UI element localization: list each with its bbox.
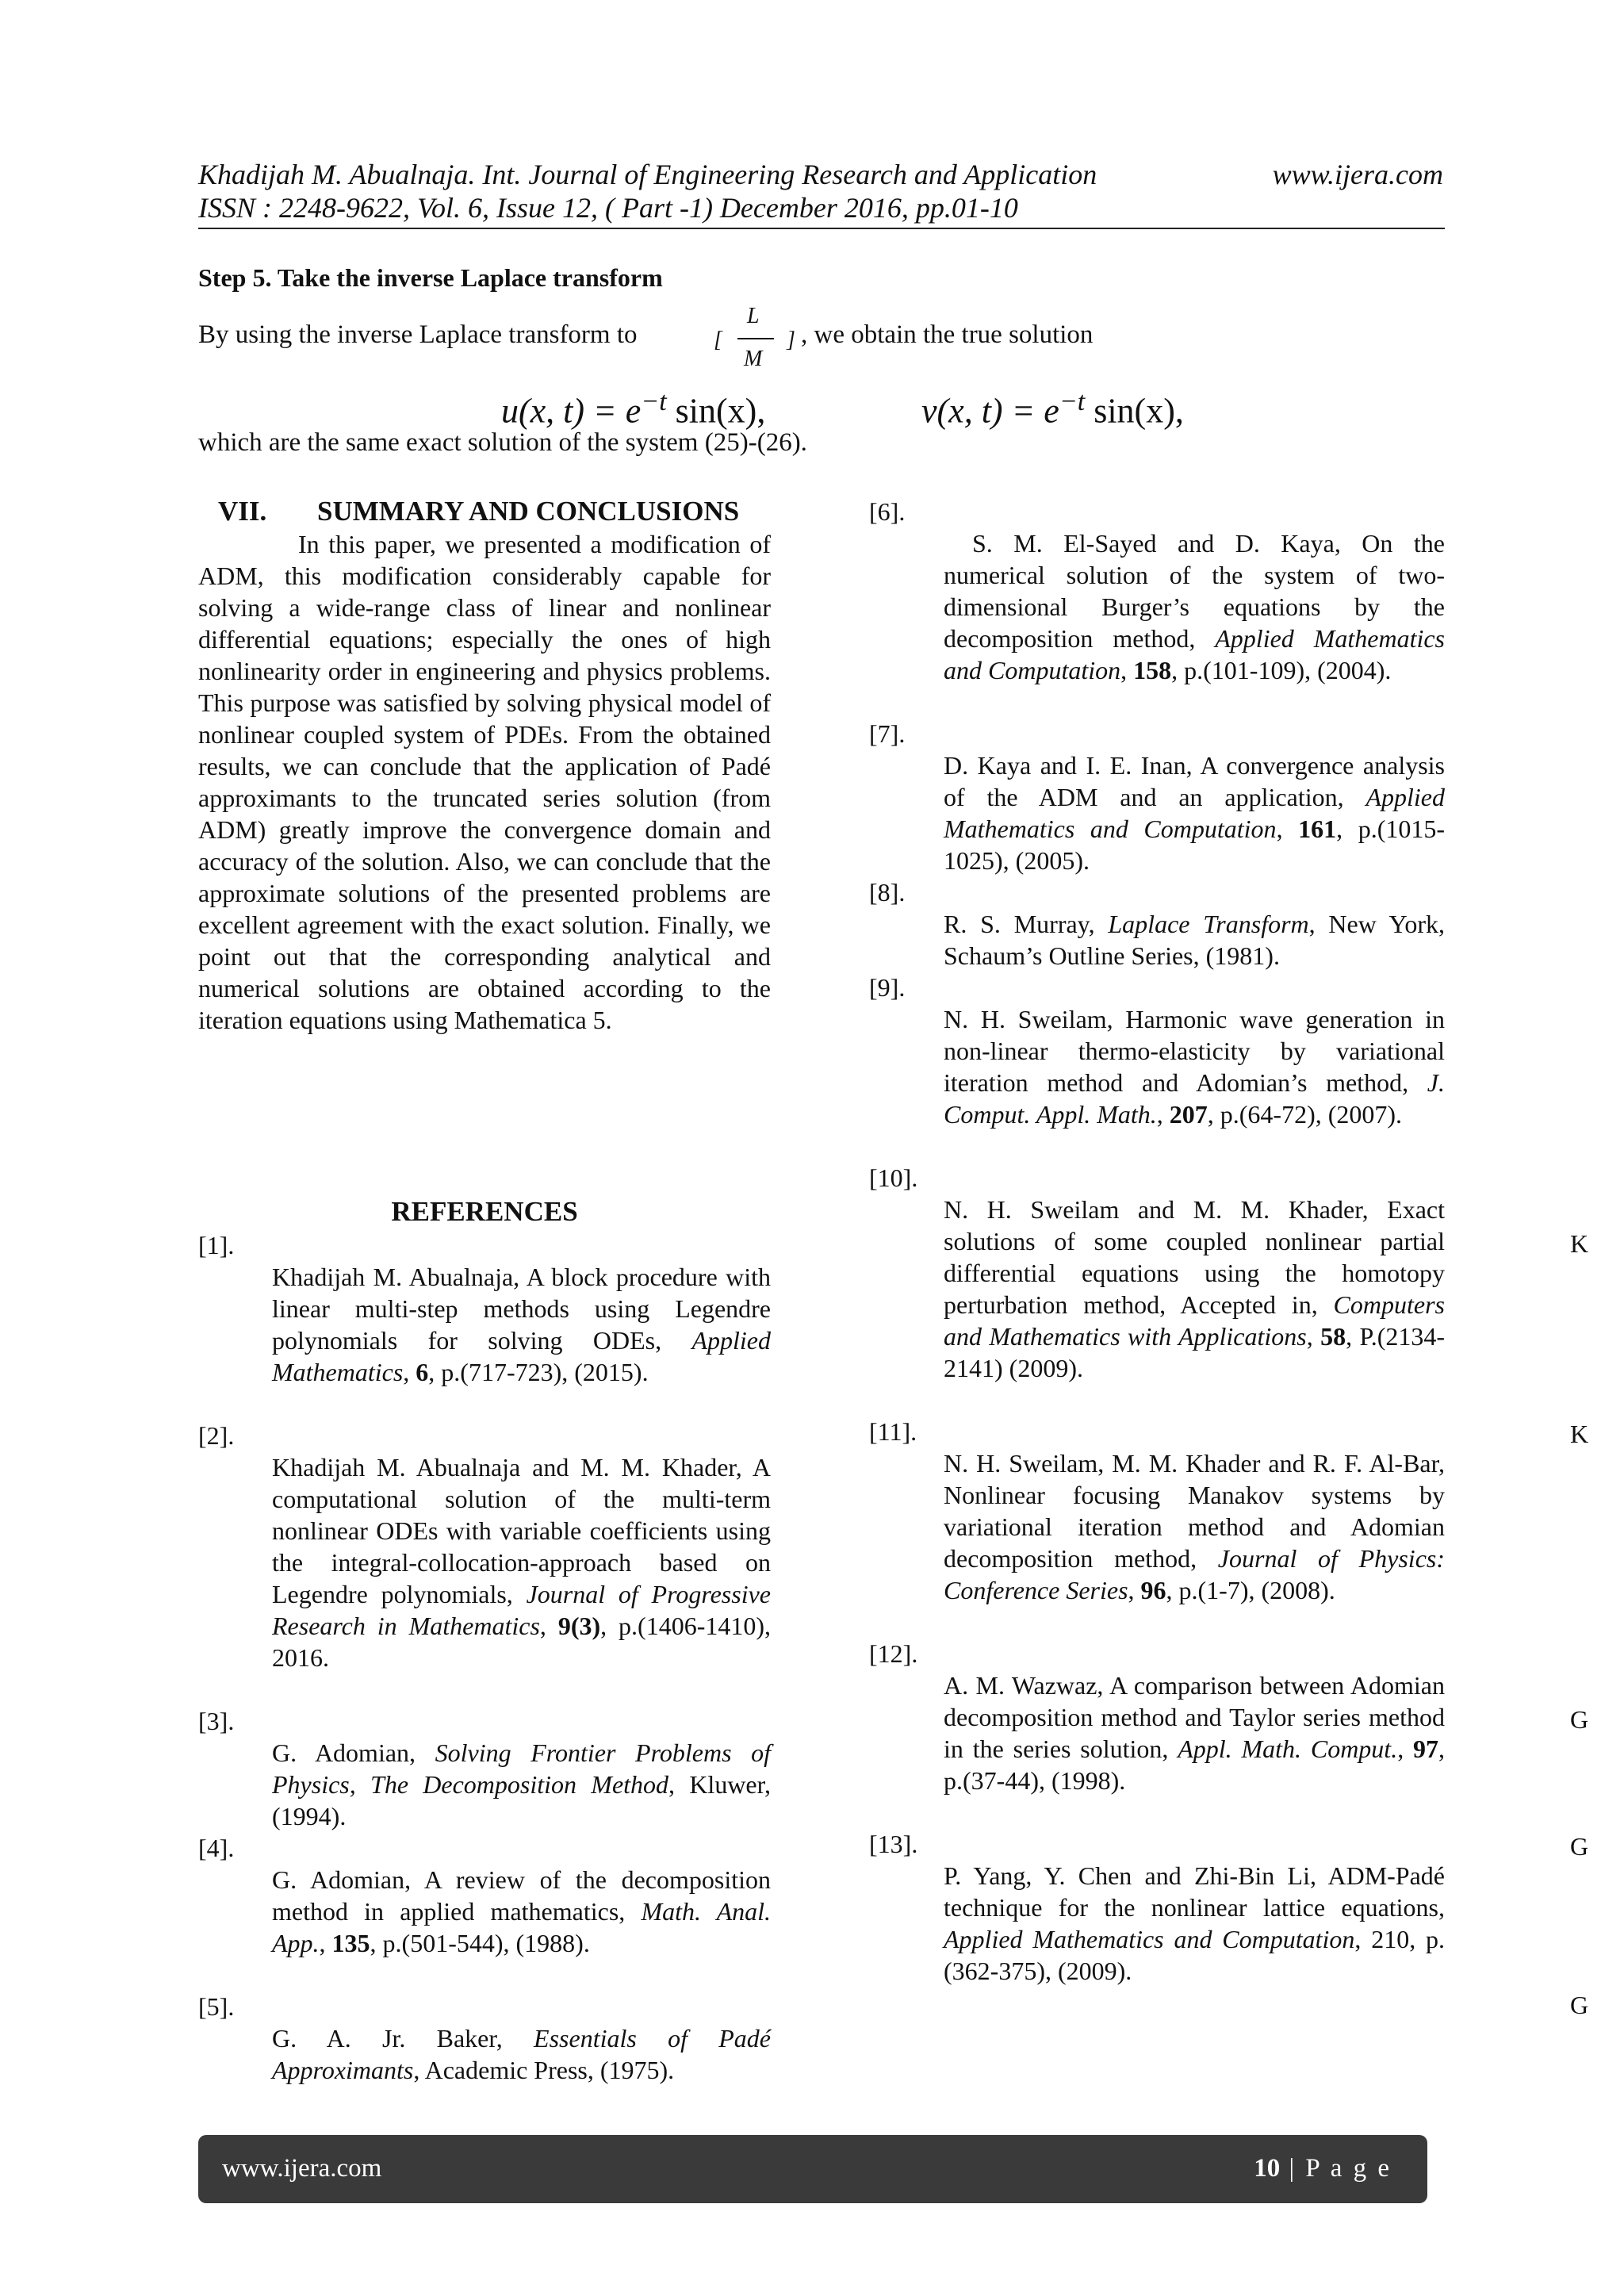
reference-entry: G. Adomian, Solving Frontier Problems of Physics, The Decomposition Method, Kluwer, (1994). — [272, 1738, 771, 1830]
step-title: Step 5. Take the inverse Laplace transform — [198, 263, 663, 292]
page-number — [1254, 2154, 1392, 2183]
reference-entry: N. H. Sweilam, M. M. Khader and R. F. Al-Bar, Nonlinear focusing Manakov systems by variational iteration method and Adomian decomposition method, Journal of Physics: Conference Series, 96, p.(1-7), (2008). — [944, 1449, 1445, 1604]
margin-mark: G — [1570, 1832, 1589, 1861]
reference-number: [12]. — [869, 1639, 918, 1668]
reference-number: [3]. — [198, 1707, 235, 1735]
reference-number: [13]. — [869, 1830, 918, 1858]
header-issn: ISSN : 2248-9622, Vol. 6, Issue 12, ( Part -1) December 2016, pp.01-10 — [198, 192, 1018, 224]
reference-number: [4]. — [198, 1834, 235, 1862]
section-title: SUMMARY AND CONCLUSIONS — [317, 496, 740, 527]
header-citation: Khadijah M. Abualnaja. Int. Journal of Engineering Research and Application — [198, 159, 1097, 190]
reference-number: [5]. — [198, 1992, 235, 2021]
equation-v-exponent: −t — [1059, 387, 1086, 416]
reference-number: [8]. — [869, 878, 906, 907]
reference-entry: N. H. Sweilam, Harmonic wave generation in non-linear thermo-elasticity by variational iteration method and Adomian’s method, J. Comput. Appl. Math., 207, p.(64-72), (2007). — [944, 1005, 1445, 1129]
reference-number: [7]. — [869, 719, 906, 748]
step-intro-before: By using the inverse Laplace transform to — [198, 320, 638, 349]
equation-u-exponent: −t — [641, 387, 667, 416]
fraction-bar — [737, 338, 774, 339]
equation-v-lhs: v(x, t) = e — [921, 391, 1059, 431]
reference-entry: G. A. Jr. Baker, Essentials of Padé Approximants, Academic Press, (1975). — [272, 2024, 772, 2084]
header-rule — [198, 228, 1445, 229]
fraction-close: ] — [787, 328, 795, 352]
reference-number: [10]. — [869, 1163, 918, 1192]
equation-u — [501, 387, 765, 431]
reference-entry: A. M. Wazwaz, A comparison between Adomian decomposition method and Taylor series method in the series solution, Appl. Math. Comput., 97, p.(37-44), (1998). — [944, 1671, 1446, 1795]
equation-u-lhs: u(x, t) = e — [501, 391, 642, 431]
references-title: REFERENCES — [391, 1196, 578, 1227]
fraction-numerator: L — [747, 304, 760, 328]
reference-number: [11]. — [869, 1417, 917, 1446]
step-closing: which are the same exact solution of the system (25)-(26). — [198, 428, 807, 457]
margin-mark: K — [1570, 1420, 1589, 1448]
reference-entry: N. H. Sweilam and M. M. Khader, Exact solutions of some coupled nonlinear partial differential equations using the homotopy perturbation method, Accepted in, Computers and Mathematics with Applications, 58, P.(2134-2141) (2009). — [944, 1195, 1446, 1382]
reference-entry: D. Kaya and I. E. Inan, A convergence analysis of the ADM and an application, Applied Mathematics and Computation, 161, p.(1015-1025), (2005). — [944, 751, 1446, 875]
margin-mark: K — [1570, 1229, 1589, 1258]
reference-entry: S. M. El-Sayed and D. Kaya, On the numerical solution of the system of two-dimensional Burger’s equations by the decomposition method, Applied Mathematics and Computation, 158, p.(101-109), (2004). — [944, 529, 1445, 684]
reference-entry: R. S. Murray, Laplace Transform, New York, Schaum’s Outline Series, (1981). — [944, 910, 1445, 970]
reference-number: [6]. — [869, 497, 906, 526]
page-number-value: 10 — [1254, 2154, 1281, 2183]
reference-entry: Khadijah M. Abualnaja, A block procedure with linear multi-step methods using Legendre polynomials for solving ODEs, Applied Mathematics, 6, p.(717-723), (2015). — [272, 1263, 771, 1386]
equation-u-sin: sin(x), — [666, 391, 766, 431]
footer-url[interactable]: www.ijera.com — [222, 2154, 382, 2183]
margin-mark: G — [1570, 1991, 1589, 2019]
reference-number: [2]. — [198, 1421, 235, 1450]
section-number: VII. — [218, 496, 267, 527]
fraction-open: [ — [714, 328, 722, 352]
equation-v-sin: sin(x), — [1085, 391, 1184, 431]
page-footer — [198, 2135, 1427, 2203]
header-url[interactable]: www.ijera.com — [1272, 159, 1443, 190]
reference-number: [9]. — [869, 973, 906, 1002]
running-header — [198, 157, 1443, 192]
reference-entry: P. Yang, Y. Chen and Zhi-Bin Li, ADM-Padé technique for the nonlinear lattice equations, Applied Mathematics and Computation, 210, p.(362-375), (2009). — [944, 1861, 1446, 1985]
summary-body: In this paper, we presented a modification of ADM, this modification considerably capable for solving a wide-range class of linear and nonlinear differential equations; especially the ones of high nonlinearity order in engineering and physics problems. This purpose was satisfied by solving physical model of nonlinear coupled system of PDEs. From the obtained results, we can conclude that the application of Padé approximants to the truncated series solution (from ADM) greatly improve the convergence domain and accuracy of the solution. Also, we can conclude that the approximate solutions of the presented problems are excellent agreement with the exact solution. Finally, we point out that the corresponding analytical and numerical solutions are obtained according to the iteration equations using Mathematica 5. — [198, 530, 771, 1034]
fraction-denominator: M — [744, 347, 763, 371]
step-intro-after: , we obtain the true solution — [801, 320, 1094, 349]
margin-mark: G — [1570, 1705, 1589, 1734]
reference-entry: G. Adomian, A review of the decomposition method in applied mathematics, Math. Anal. App., 135, p.(501-544), (1988). — [272, 1865, 772, 1957]
equation-v — [921, 387, 1184, 431]
reference-entry: Khadijah M. Abualnaja and M. M. Khader, A computational solution of the multi-term nonlinear ODEs with variable coefficients using the integral-collocation-approach based on Legendre polynomials, Journal of Progressive Research in Mathematics, 9(3), p.(1406-1410), 2016. — [272, 1453, 772, 1672]
reference-number: [1]. — [198, 1231, 235, 1259]
page-word: | P a g e — [1280, 2154, 1392, 2183]
